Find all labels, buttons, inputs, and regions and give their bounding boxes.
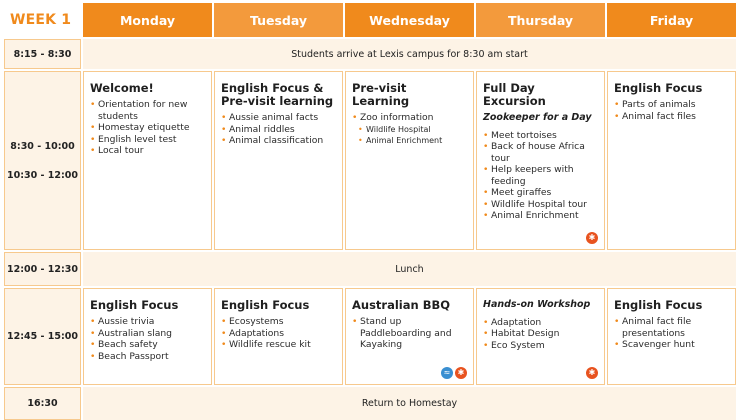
- activity-badges: [586, 232, 598, 244]
- activity-wednesday-morning: [345, 71, 474, 250]
- activity-title: Australian BBQ: [352, 298, 451, 312]
- activity-monday-morning: [83, 71, 212, 250]
- activity-list: [352, 316, 467, 351]
- activity-title: Pre-visit Learning: [352, 81, 410, 108]
- day-header-friday: Friday: [607, 3, 736, 37]
- activity-thursday-afternoon: [476, 288, 605, 385]
- activity-list: [221, 112, 336, 147]
- list-item: • Australian slang: [90, 328, 205, 340]
- activity-list: [614, 316, 729, 351]
- time-label: 12:45 - 15:00: [6, 331, 79, 342]
- list-item: • Parts of animals: [614, 99, 729, 111]
- activity-thursday-morning: [476, 71, 605, 250]
- list-item: • Adaptations: [221, 328, 336, 340]
- list-item: • Scavenger hunt: [614, 339, 729, 351]
- list-item: • Stand up Paddleboarding and Kayaking: [352, 316, 467, 351]
- list-item: • Ecosystems: [221, 316, 336, 328]
- time-afternoon: [4, 288, 81, 385]
- activity-friday-morning: [607, 71, 736, 250]
- list-item: • Habitat Design: [483, 328, 598, 340]
- list-item: • Zoo information: [352, 112, 467, 124]
- sun-icon: ✱: [455, 367, 467, 379]
- activity-tuesday-afternoon: [214, 288, 343, 385]
- activity-list: [352, 112, 467, 147]
- activity-monday-afternoon: [83, 288, 212, 385]
- sun-icon: ✱: [586, 367, 598, 379]
- activity-subtitle: Hands-on Workshop: [483, 299, 591, 310]
- list-subitem: • Animal Enrichment: [352, 135, 467, 147]
- list-item: • Meet giraffes: [483, 187, 598, 199]
- list-item: • Beach Passport: [90, 351, 205, 363]
- list-item: • Animal classification: [221, 135, 336, 147]
- activity-badges: [441, 367, 467, 379]
- activity-title: English Focus: [614, 298, 703, 312]
- list-item: • Homestay etiquette: [90, 122, 205, 134]
- activity-list: [483, 130, 598, 222]
- list-item: • Eco System: [483, 340, 598, 352]
- surf-icon: ≈: [441, 367, 453, 379]
- activity-tuesday-morning: [214, 71, 343, 250]
- day-header-wednesday: Wednesday: [345, 3, 474, 37]
- time-label: 10:30 - 12:00: [6, 169, 79, 181]
- list-item: • Orientation for new students: [90, 99, 205, 122]
- list-item: • Animal fact file presentations: [614, 316, 729, 339]
- list-item: • Wildlife Hospital tour: [483, 199, 598, 211]
- time-morning: [4, 71, 81, 250]
- activity-title: English Focus: [221, 298, 310, 312]
- day-header-thursday: Thursday: [476, 3, 605, 37]
- time-return: [4, 387, 81, 420]
- activity-friday-afternoon: [607, 288, 736, 385]
- activity-wednesday-afternoon: [345, 288, 474, 385]
- list-item: • Animal Enrichment: [483, 210, 598, 222]
- list-subitem: • Wildlife Hospital: [352, 124, 467, 136]
- time-label: 8:15 - 8:30: [13, 48, 72, 60]
- week-label: WEEK 1: [4, 3, 81, 37]
- list-item: • Wildlife rescue kit: [221, 339, 336, 351]
- lunch-banner: Lunch: [83, 252, 736, 286]
- activity-subtitle: Zookeeper for a Day: [483, 112, 592, 123]
- list-item: • Beach safety: [90, 339, 205, 351]
- list-item: • Local tour: [90, 145, 205, 157]
- list-item: • Aussie animal facts: [221, 112, 336, 124]
- list-item: • Adaptation: [483, 317, 598, 329]
- time-arrival: [4, 39, 81, 69]
- time-label: 12:00 - 12:30: [6, 263, 79, 275]
- activity-title: Full Day Excursion: [483, 81, 546, 108]
- activity-list: [90, 316, 205, 362]
- time-lunch: [4, 252, 81, 286]
- day-header-monday: Monday: [83, 3, 212, 37]
- time-label: 8:30 - 10:00: [10, 140, 75, 152]
- day-header-tuesday: Tuesday: [214, 3, 343, 37]
- list-item: • English level test: [90, 134, 205, 146]
- activity-list: [483, 317, 598, 352]
- list-item: • Animal riddles: [221, 124, 336, 136]
- return-banner: Return to Homestay: [83, 387, 736, 420]
- time-label: 16:30: [27, 398, 58, 409]
- activity-badges: [586, 367, 598, 379]
- activity-title: English Focus: [90, 298, 179, 312]
- list-item: • Aussie trivia: [90, 316, 205, 328]
- activity-title: English Focus & Pre-visit learning: [221, 81, 334, 108]
- sun-icon: ✱: [586, 232, 598, 244]
- activity-title: Welcome!: [90, 81, 154, 95]
- activity-list: [221, 316, 336, 351]
- activity-title: English Focus: [614, 81, 703, 95]
- activity-list: [614, 99, 729, 122]
- arrival-banner: Students arrive at Lexis campus for 8:30 am start: [83, 39, 736, 69]
- list-item: • Back of house Africa tour: [483, 141, 598, 164]
- list-item: • Help keepers with feeding: [483, 164, 598, 187]
- activity-list: [90, 99, 205, 157]
- list-item: • Animal fact files: [614, 111, 729, 123]
- list-item: • Meet tortoises: [483, 130, 598, 142]
